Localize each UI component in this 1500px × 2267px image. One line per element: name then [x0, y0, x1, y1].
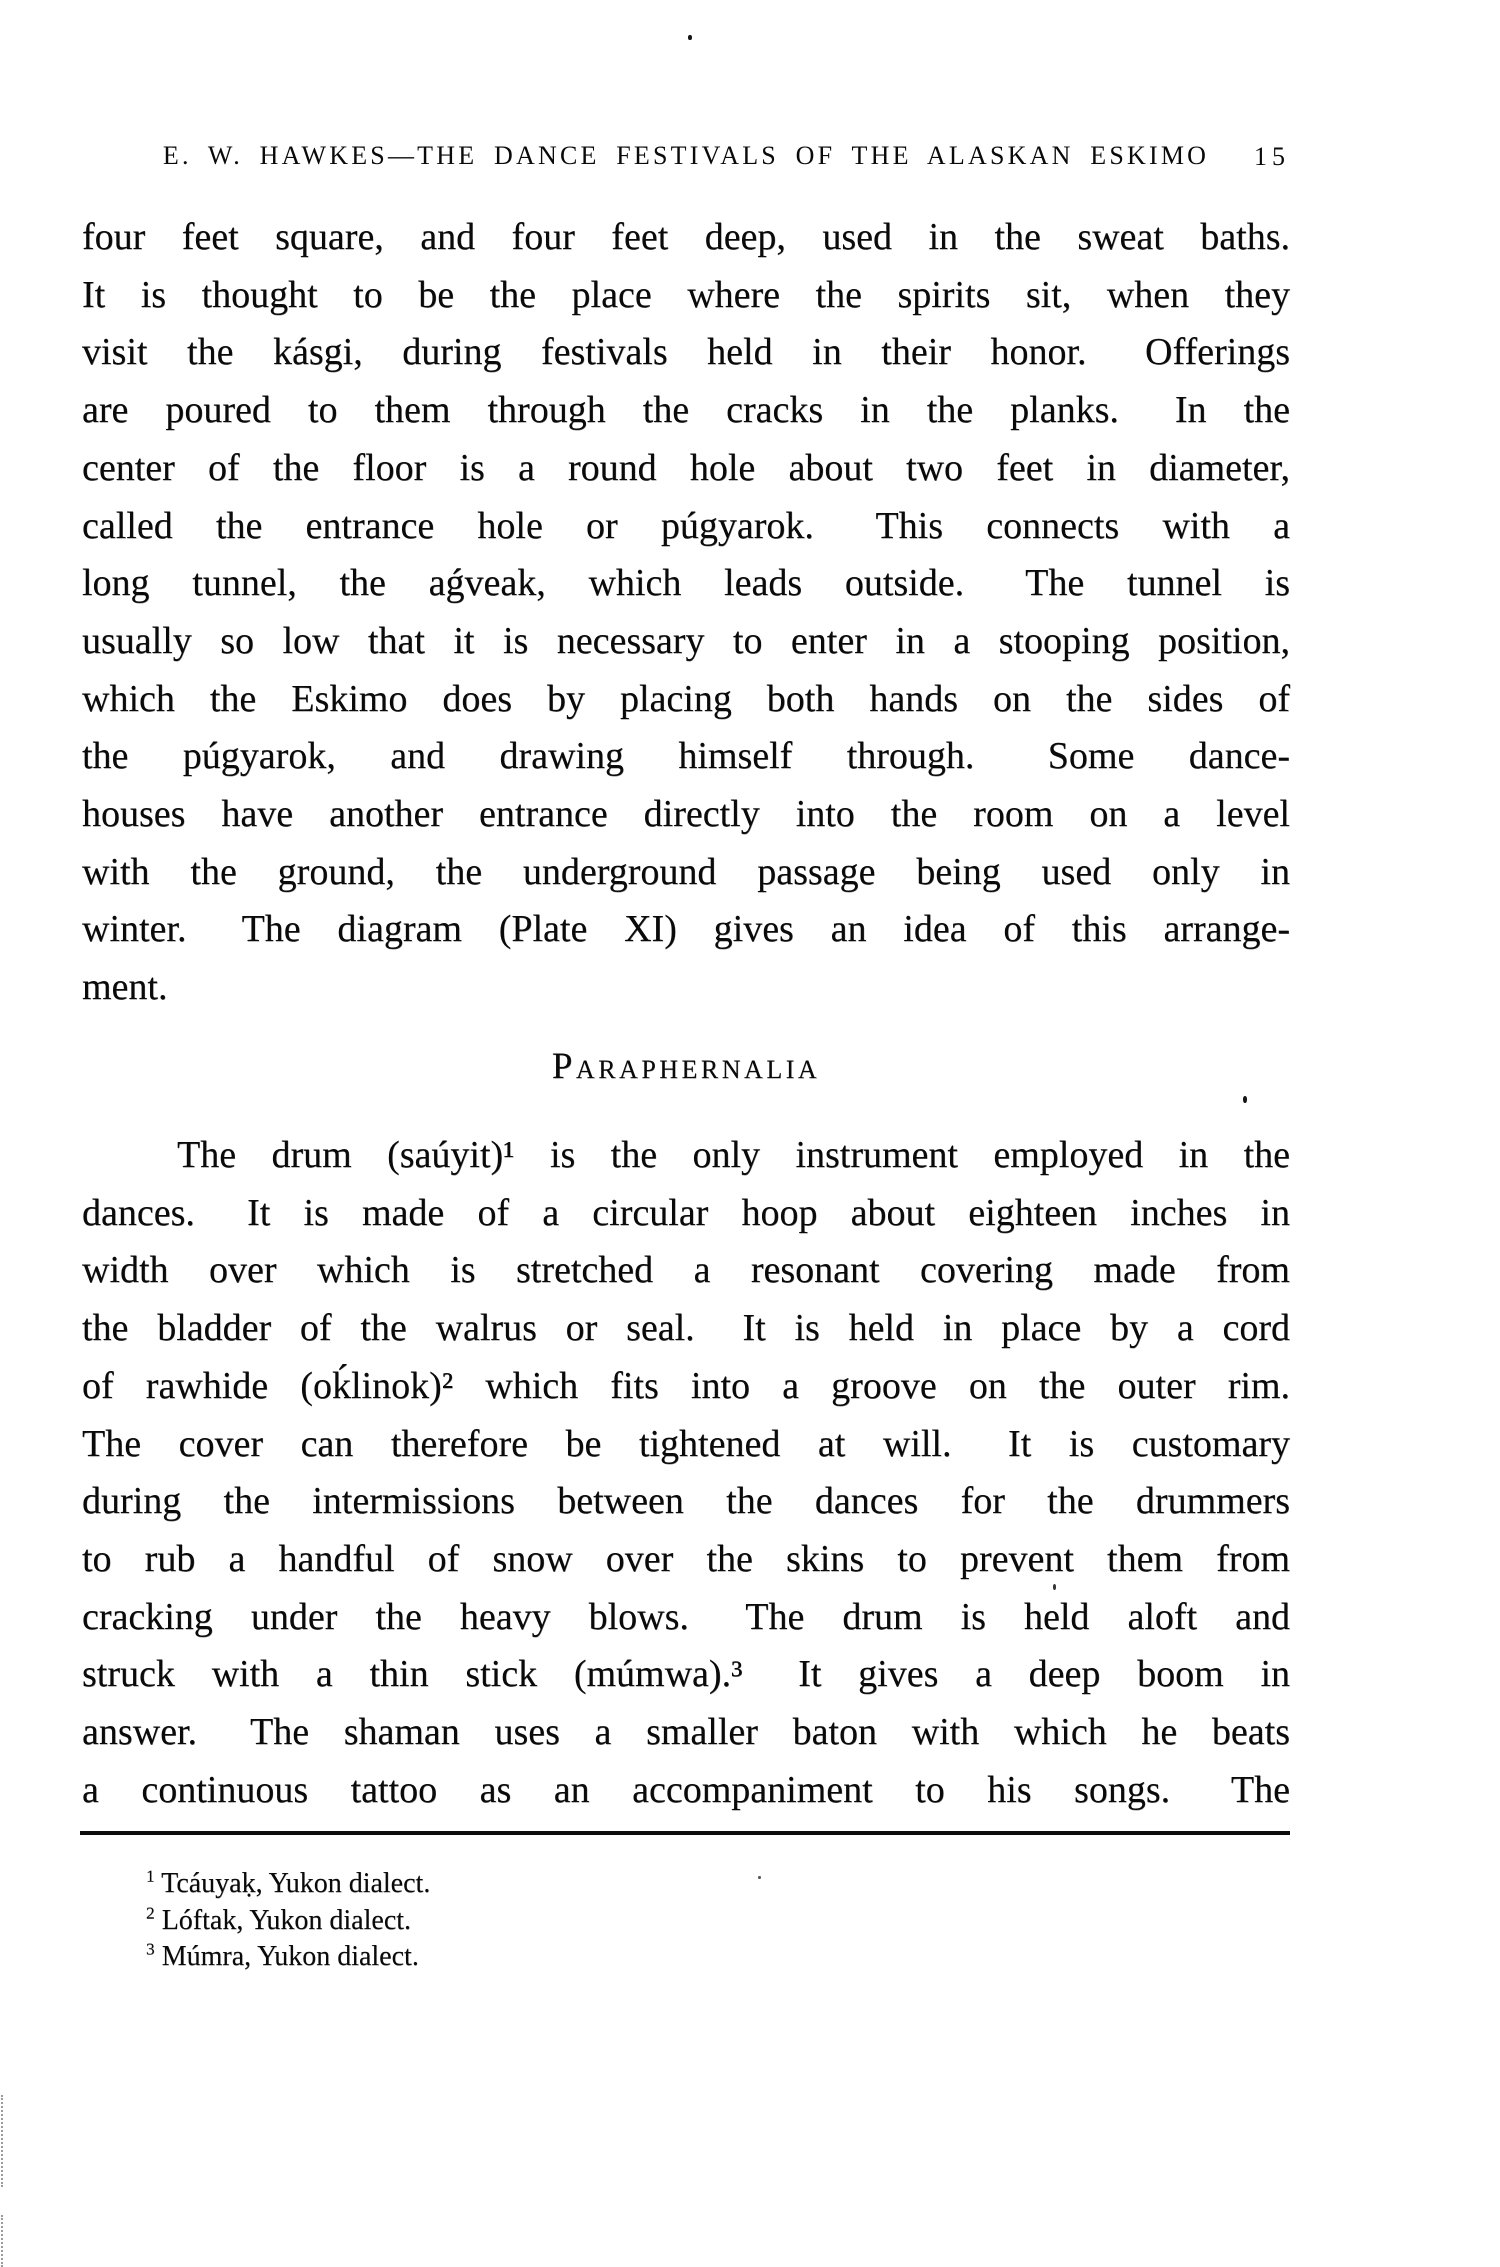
text-line: four feet square, and four feet deep, used in the sweat baths.	[82, 216, 1290, 258]
text-line: answer. The shaman uses a smaller baton with which he beats	[82, 1711, 1290, 1754]
text-line: houses have another entrance directly into the room on a level	[82, 793, 1290, 836]
scan-artifact-speck	[1053, 1584, 1056, 1590]
text-line: winter. The diagram (Plate XI) gives an idea of this arrange-	[82, 908, 1290, 951]
footnotes	[146, 1866, 1246, 1976]
text-line: the bladder of the walrus or seal. It is held in place by a cord	[82, 1307, 1290, 1350]
text-line: are poured to them through the cracks in the planks. In the	[82, 389, 1290, 432]
paragraph-1	[82, 209, 1290, 1017]
header-title: E. W. HAWKES—THE DANCE FESTIVALS OF THE ALASKAN ESKIMO	[162, 141, 1210, 170]
text-line: It is thought to be the place where the spirits sit, when they	[82, 273, 1290, 316]
text-line: ment.	[82, 966, 168, 1009]
text-line: long tunnel, the aǵveak, which leads outside. The tunnel is	[82, 562, 1290, 605]
text-line: called the entrance hole or púgyarok. This connects with a	[82, 504, 1290, 547]
text-line: during the intermissions between the dances for the drummers	[82, 1480, 1290, 1523]
text-line: usually so low that it is necessary to enter in a stooping position,	[82, 619, 1290, 662]
text-line: with the ground, the underground passage being used only in	[82, 850, 1290, 893]
text-line: of rawhide (oḱlinok)² which fits into a groove on the outer rim.	[82, 1364, 1290, 1407]
scan-artifact-edge-line	[1, 2215, 3, 2267]
text-line: width over which is stretched a resonant covering made from	[82, 1249, 1290, 1292]
scan-artifact-speck	[758, 1876, 761, 1879]
footnote: $^3$ Múmra, Yukon dialect.	[146, 1939, 419, 1973]
text-line: The drum (saúyit)¹ is the only instrument employed in the	[177, 1134, 1290, 1176]
scan-artifact-speck	[1243, 1096, 1247, 1103]
footnote-marker: 2	[146, 1903, 155, 1923]
scan-artifact-edge-line	[1, 2095, 3, 2187]
text-line: a continuous tattoo as an accompaniment to his songs. The	[82, 1768, 1290, 1811]
text-line: to rub a handful of snow over the skins to prevent them from	[82, 1537, 1290, 1580]
text-line: the púgyarok, and drawing himself through. Some dance-	[82, 735, 1290, 778]
paragraph-2	[82, 1127, 1290, 1819]
page-number: 15	[1254, 142, 1290, 171]
text-line: cracking under the heavy blows. The drum is held aloft and	[82, 1595, 1290, 1638]
footnote: $^1$ Tcáuyaḳ, Yukon dialect.	[146, 1866, 431, 1899]
footnote-marker: 1	[146, 1866, 155, 1886]
text-line: center of the floor is a round hole about two feet in diameter,	[82, 446, 1290, 489]
text-line: visit the kásgi, during festivals held in their honor. Offerings	[82, 331, 1290, 374]
text-line: which the Eskimo does by placing both hands on the sides of	[82, 677, 1290, 720]
running-header	[82, 141, 1290, 175]
text-line: struck with a thin stick (múmwa).³ It gives a deep boom in	[82, 1653, 1290, 1696]
text-line: The cover can therefore be tightened at will. It is customary	[82, 1422, 1290, 1465]
footnote-rule	[80, 1831, 1290, 1835]
scan-artifact-speck	[688, 35, 692, 40]
section-heading: Paraphernalia	[551, 1046, 821, 1087]
footnote: $^2$ Lóftak, Yukon dialect.	[146, 1903, 412, 1936]
footnote-marker: 3	[146, 1939, 155, 1959]
text-line: dances. It is made of a circular hoop about eighteen inches in	[82, 1191, 1290, 1234]
